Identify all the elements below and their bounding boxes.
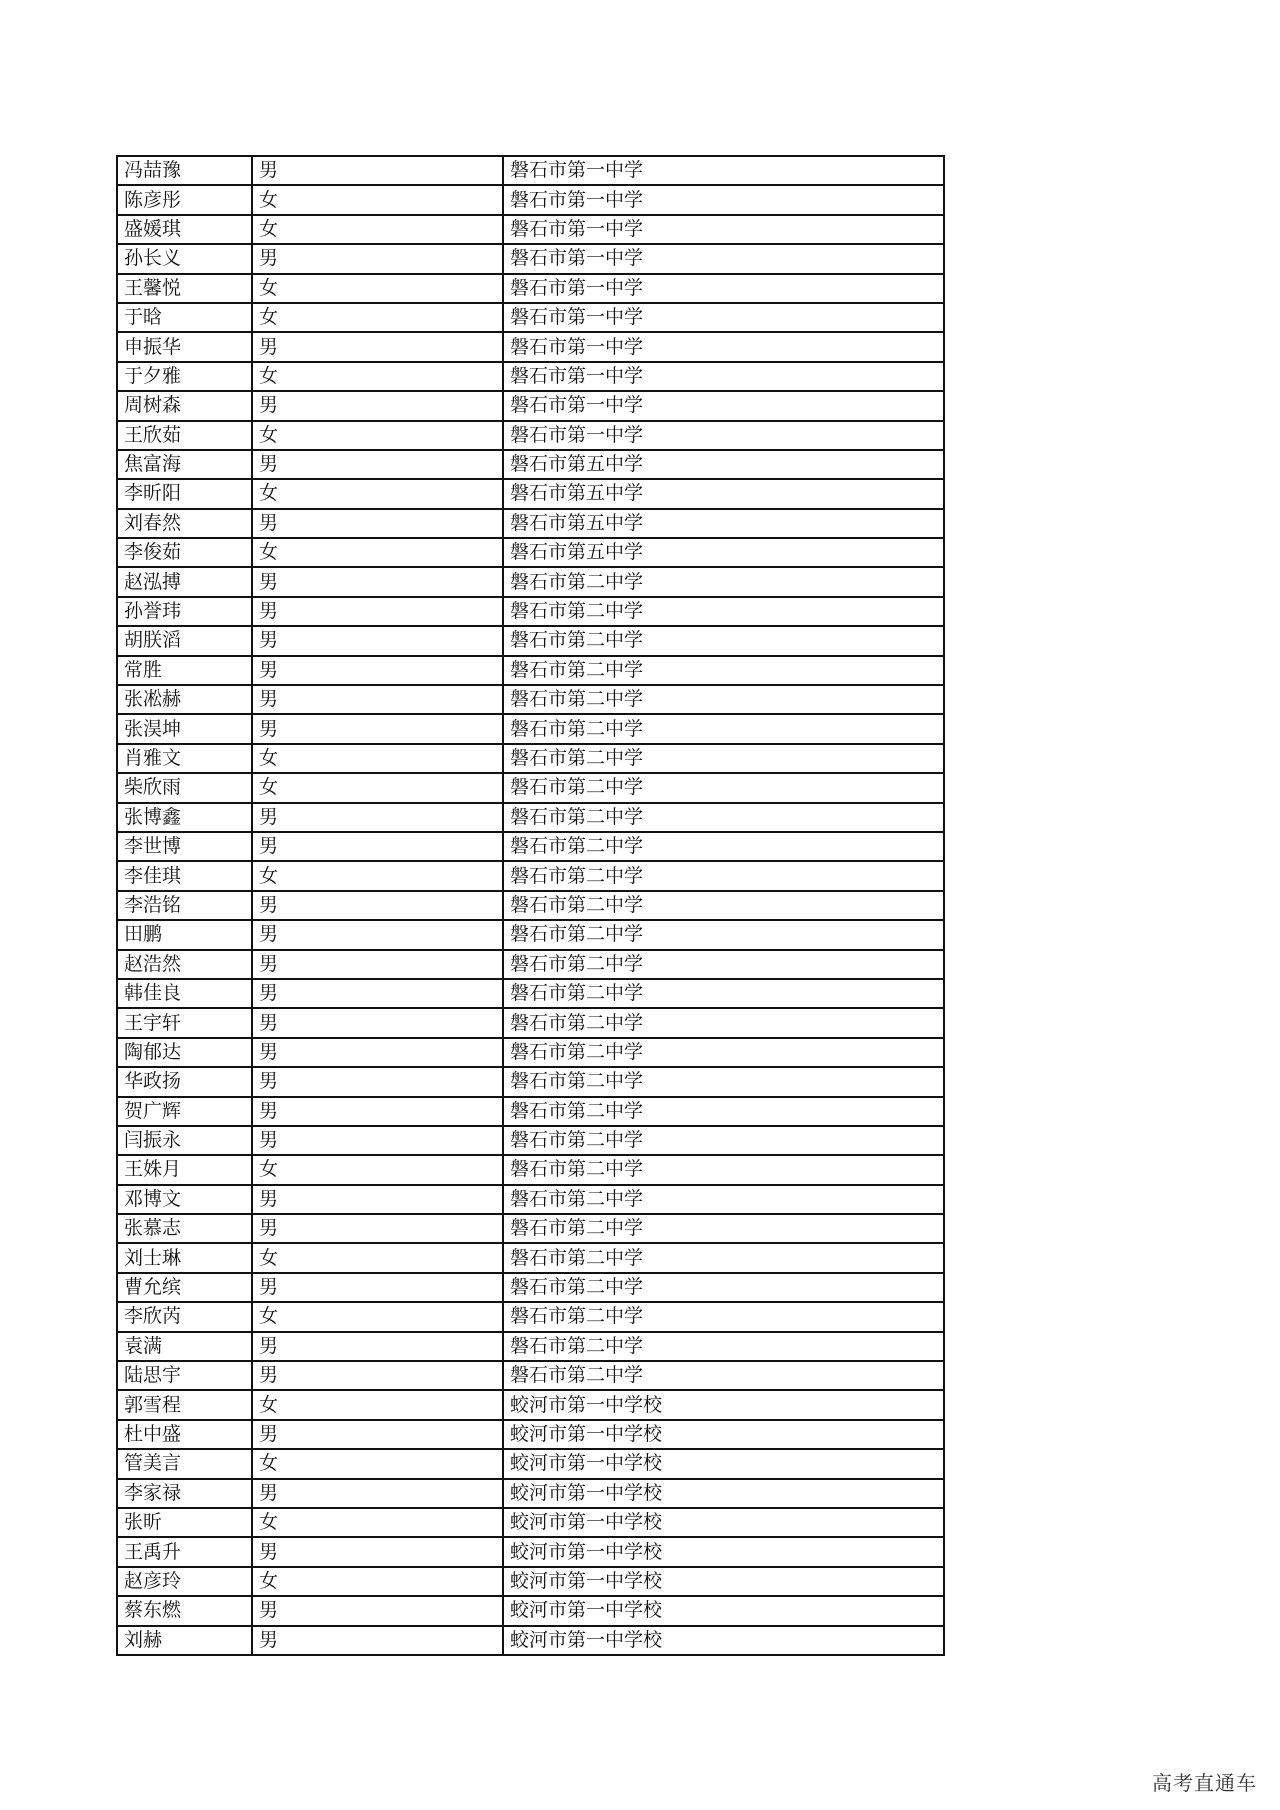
student-name-cell: 陈彦彤 — [117, 185, 252, 214]
student-name-cell: 于晗 — [117, 303, 252, 332]
student-name-cell: 袁满 — [117, 1332, 252, 1361]
school-cell: 蛟河市第一中学校 — [503, 1479, 944, 1508]
school-cell: 磐石市第二中学 — [503, 1273, 944, 1302]
watermark: 高考直通车 — [1152, 1771, 1257, 1795]
school-cell: 蛟河市第一中学校 — [503, 1420, 944, 1449]
gender-cell: 女 — [252, 1567, 503, 1596]
student-name-cell: 张博鑫 — [117, 803, 252, 832]
gender-cell: 男 — [252, 1420, 503, 1449]
school-cell: 磐石市第五中学 — [503, 450, 944, 479]
gender-cell: 男 — [252, 391, 503, 420]
school-cell: 蛟河市第一中学校 — [503, 1626, 944, 1655]
gender-cell: 男 — [252, 1332, 503, 1361]
student-name-cell: 王宇轩 — [117, 1008, 252, 1037]
school-cell: 磐石市第一中学 — [503, 391, 944, 420]
school-cell: 磐石市第二中学 — [503, 1067, 944, 1096]
student-name-cell: 韩佳良 — [117, 979, 252, 1008]
gender-cell: 女 — [252, 185, 503, 214]
gender-cell: 男 — [252, 950, 503, 979]
gender-cell: 女 — [252, 1508, 503, 1537]
school-cell: 磐石市第二中学 — [503, 1008, 944, 1037]
school-cell: 磐石市第二中学 — [503, 1243, 944, 1272]
table-row — [117, 156, 944, 185]
student-name-cell: 王姝月 — [117, 1155, 252, 1184]
school-cell: 磐石市第五中学 — [503, 538, 944, 567]
gender-cell: 女 — [252, 1302, 503, 1331]
student-name-cell: 邓博文 — [117, 1185, 252, 1214]
gender-cell: 女 — [252, 479, 503, 508]
gender-cell: 男 — [252, 156, 503, 185]
student-name-cell: 柴欣雨 — [117, 773, 252, 802]
school-cell: 蛟河市第一中学校 — [503, 1508, 944, 1537]
table-row — [117, 1155, 944, 1184]
school-cell: 蛟河市第一中学校 — [503, 1567, 944, 1596]
gender-cell: 男 — [252, 509, 503, 538]
gender-cell: 男 — [252, 626, 503, 655]
table-row — [117, 274, 944, 303]
table-row — [117, 1302, 944, 1331]
roster-body — [117, 156, 944, 1655]
table-row — [117, 685, 944, 714]
school-cell: 磐石市第二中学 — [503, 1332, 944, 1361]
table-row — [117, 656, 944, 685]
school-cell: 磐石市第二中学 — [503, 891, 944, 920]
table-row — [117, 332, 944, 361]
school-cell: 磐石市第二中学 — [503, 597, 944, 626]
gender-cell: 女 — [252, 1390, 503, 1419]
school-cell: 磐石市第二中学 — [503, 1214, 944, 1243]
table-row — [117, 1390, 944, 1419]
school-cell: 磐石市第二中学 — [503, 803, 944, 832]
school-cell: 磐石市第二中学 — [503, 744, 944, 773]
table-row — [117, 861, 944, 890]
school-cell: 磐石市第一中学 — [503, 332, 944, 361]
gender-cell: 女 — [252, 538, 503, 567]
table-row — [117, 1067, 944, 1096]
student-name-cell: 常胜 — [117, 656, 252, 685]
table-row — [117, 744, 944, 773]
gender-cell: 女 — [252, 1155, 503, 1184]
student-name-cell: 王馨悦 — [117, 274, 252, 303]
school-cell: 磐石市第二中学 — [503, 950, 944, 979]
school-cell: 磐石市第二中学 — [503, 1126, 944, 1155]
gender-cell: 女 — [252, 274, 503, 303]
gender-cell: 女 — [252, 1243, 503, 1272]
student-name-cell: 申振华 — [117, 332, 252, 361]
school-cell: 蛟河市第一中学校 — [503, 1596, 944, 1625]
student-name-cell: 张淏坤 — [117, 714, 252, 743]
gender-cell: 男 — [252, 1185, 503, 1214]
table-row — [117, 1126, 944, 1155]
school-cell: 磐石市第一中学 — [503, 421, 944, 450]
student-name-cell: 赵浩然 — [117, 950, 252, 979]
student-name-cell: 胡朕滔 — [117, 626, 252, 655]
school-cell: 磐石市第一中学 — [503, 303, 944, 332]
gender-cell: 女 — [252, 303, 503, 332]
table-row — [117, 1038, 944, 1067]
student-name-cell: 李浩铭 — [117, 891, 252, 920]
school-cell: 磐石市第二中学 — [503, 656, 944, 685]
student-name-cell: 曹允缤 — [117, 1273, 252, 1302]
student-name-cell: 周树森 — [117, 391, 252, 420]
table-row — [117, 1097, 944, 1126]
gender-cell: 男 — [252, 891, 503, 920]
school-cell: 磐石市第二中学 — [503, 832, 944, 861]
school-cell: 磐石市第一中学 — [503, 362, 944, 391]
school-cell: 磐石市第五中学 — [503, 509, 944, 538]
gender-cell: 男 — [252, 979, 503, 1008]
table-row — [117, 597, 944, 626]
table-row — [117, 450, 944, 479]
gender-cell: 男 — [252, 1537, 503, 1566]
student-name-cell: 王禹升 — [117, 1537, 252, 1566]
school-cell: 磐石市第二中学 — [503, 1038, 944, 1067]
student-name-cell: 冯喆豫 — [117, 156, 252, 185]
school-cell: 磐石市第一中学 — [503, 244, 944, 273]
school-cell: 磐石市第二中学 — [503, 685, 944, 714]
student-name-cell: 于夕雅 — [117, 362, 252, 391]
gender-cell: 男 — [252, 332, 503, 361]
student-name-cell: 孙长义 — [117, 244, 252, 273]
student-name-cell: 张昕 — [117, 1508, 252, 1537]
gender-cell: 男 — [252, 1097, 503, 1126]
student-name-cell: 陆思宇 — [117, 1361, 252, 1390]
gender-cell: 男 — [252, 1067, 503, 1096]
school-cell: 磐石市第二中学 — [503, 567, 944, 596]
gender-cell: 男 — [252, 1626, 503, 1655]
student-name-cell: 刘赫 — [117, 1626, 252, 1655]
student-name-cell: 孙誉玮 — [117, 597, 252, 626]
school-cell: 磐石市第二中学 — [503, 773, 944, 802]
table-row — [117, 891, 944, 920]
table-row — [117, 185, 944, 214]
table-row — [117, 1185, 944, 1214]
student-name-cell: 管美言 — [117, 1449, 252, 1478]
school-cell: 磐石市第二中学 — [503, 979, 944, 1008]
gender-cell: 男 — [252, 597, 503, 626]
table-row — [117, 714, 944, 743]
table-row — [117, 1361, 944, 1390]
table-row — [117, 509, 944, 538]
student-name-cell: 张慕志 — [117, 1214, 252, 1243]
student-name-cell: 蔡东燃 — [117, 1596, 252, 1625]
student-name-cell: 肖雅文 — [117, 744, 252, 773]
gender-cell: 男 — [252, 1273, 503, 1302]
student-name-cell: 陶郁达 — [117, 1038, 252, 1067]
school-cell: 蛟河市第一中学校 — [503, 1449, 944, 1478]
gender-cell: 男 — [252, 450, 503, 479]
table-row — [117, 773, 944, 802]
table-row — [117, 1243, 944, 1272]
gender-cell: 男 — [252, 656, 503, 685]
table-row — [117, 803, 944, 832]
gender-cell: 男 — [252, 1126, 503, 1155]
student-name-cell: 闫振永 — [117, 1126, 252, 1155]
table-row — [117, 1479, 944, 1508]
school-cell: 磐石市第二中学 — [503, 1185, 944, 1214]
table-row — [117, 950, 944, 979]
table-row — [117, 538, 944, 567]
gender-cell: 男 — [252, 714, 503, 743]
school-cell: 磐石市第一中学 — [503, 156, 944, 185]
gender-cell: 女 — [252, 421, 503, 450]
student-name-cell: 赵泓搏 — [117, 567, 252, 596]
school-cell: 磐石市第一中学 — [503, 274, 944, 303]
table-row — [117, 391, 944, 420]
table-row — [117, 1508, 944, 1537]
school-cell: 磐石市第二中学 — [503, 1302, 944, 1331]
table-row — [117, 1626, 944, 1655]
table-row — [117, 626, 944, 655]
school-cell: 磐石市第一中学 — [503, 185, 944, 214]
school-cell: 蛟河市第一中学校 — [503, 1537, 944, 1566]
gender-cell: 男 — [252, 685, 503, 714]
school-cell: 磐石市第二中学 — [503, 1155, 944, 1184]
school-cell: 蛟河市第一中学校 — [503, 1390, 944, 1419]
gender-cell: 男 — [252, 1361, 503, 1390]
school-cell: 磐石市第二中学 — [503, 861, 944, 890]
table-row — [117, 1008, 944, 1037]
table-row — [117, 244, 944, 273]
school-cell: 磐石市第二中学 — [503, 626, 944, 655]
school-cell: 磐石市第二中学 — [503, 920, 944, 949]
student-name-cell: 贺广辉 — [117, 1097, 252, 1126]
table-row — [117, 1537, 944, 1566]
table-row — [117, 1420, 944, 1449]
gender-cell: 男 — [252, 920, 503, 949]
student-name-cell: 杜中盛 — [117, 1420, 252, 1449]
gender-cell: 男 — [252, 244, 503, 273]
table-row — [117, 1596, 944, 1625]
student-name-cell: 张凇赫 — [117, 685, 252, 714]
gender-cell: 女 — [252, 773, 503, 802]
school-cell: 磐石市第二中学 — [503, 1361, 944, 1390]
gender-cell: 女 — [252, 861, 503, 890]
table-row — [117, 479, 944, 508]
student-name-cell: 李俊茹 — [117, 538, 252, 567]
gender-cell: 男 — [252, 567, 503, 596]
table-row — [117, 920, 944, 949]
school-cell: 磐石市第二中学 — [503, 714, 944, 743]
gender-cell: 女 — [252, 215, 503, 244]
student-name-cell: 刘春然 — [117, 509, 252, 538]
table-row — [117, 1332, 944, 1361]
gender-cell: 男 — [252, 1479, 503, 1508]
student-roster-table — [116, 155, 945, 1656]
table-row — [117, 362, 944, 391]
gender-cell: 男 — [252, 1038, 503, 1067]
school-cell: 磐石市第一中学 — [503, 215, 944, 244]
student-name-cell: 王欣茹 — [117, 421, 252, 450]
table-row — [117, 215, 944, 244]
table-row — [117, 832, 944, 861]
student-name-cell: 李佳琪 — [117, 861, 252, 890]
student-name-cell: 焦富海 — [117, 450, 252, 479]
school-cell: 磐石市第五中学 — [503, 479, 944, 508]
student-name-cell: 田鹏 — [117, 920, 252, 949]
student-name-cell: 郭雪程 — [117, 1390, 252, 1419]
school-cell: 磐石市第二中学 — [503, 1097, 944, 1126]
student-name-cell: 盛媛琪 — [117, 215, 252, 244]
gender-cell: 男 — [252, 1596, 503, 1625]
gender-cell: 女 — [252, 1449, 503, 1478]
table-row — [117, 303, 944, 332]
gender-cell: 男 — [252, 832, 503, 861]
student-name-cell: 刘士琳 — [117, 1243, 252, 1272]
student-name-cell: 李世博 — [117, 832, 252, 861]
table-row — [117, 421, 944, 450]
table-row — [117, 1273, 944, 1302]
student-name-cell: 李家禄 — [117, 1479, 252, 1508]
gender-cell: 男 — [252, 803, 503, 832]
gender-cell: 男 — [252, 1008, 503, 1037]
table-row — [117, 1214, 944, 1243]
gender-cell: 女 — [252, 362, 503, 391]
table-row — [117, 979, 944, 1008]
student-name-cell: 赵彦玲 — [117, 1567, 252, 1596]
table-row — [117, 1567, 944, 1596]
gender-cell: 男 — [252, 1214, 503, 1243]
student-name-cell: 李欣芮 — [117, 1302, 252, 1331]
student-name-cell: 李昕阳 — [117, 479, 252, 508]
gender-cell: 女 — [252, 744, 503, 773]
table-row — [117, 567, 944, 596]
table-row — [117, 1449, 944, 1478]
student-name-cell: 华政扬 — [117, 1067, 252, 1096]
